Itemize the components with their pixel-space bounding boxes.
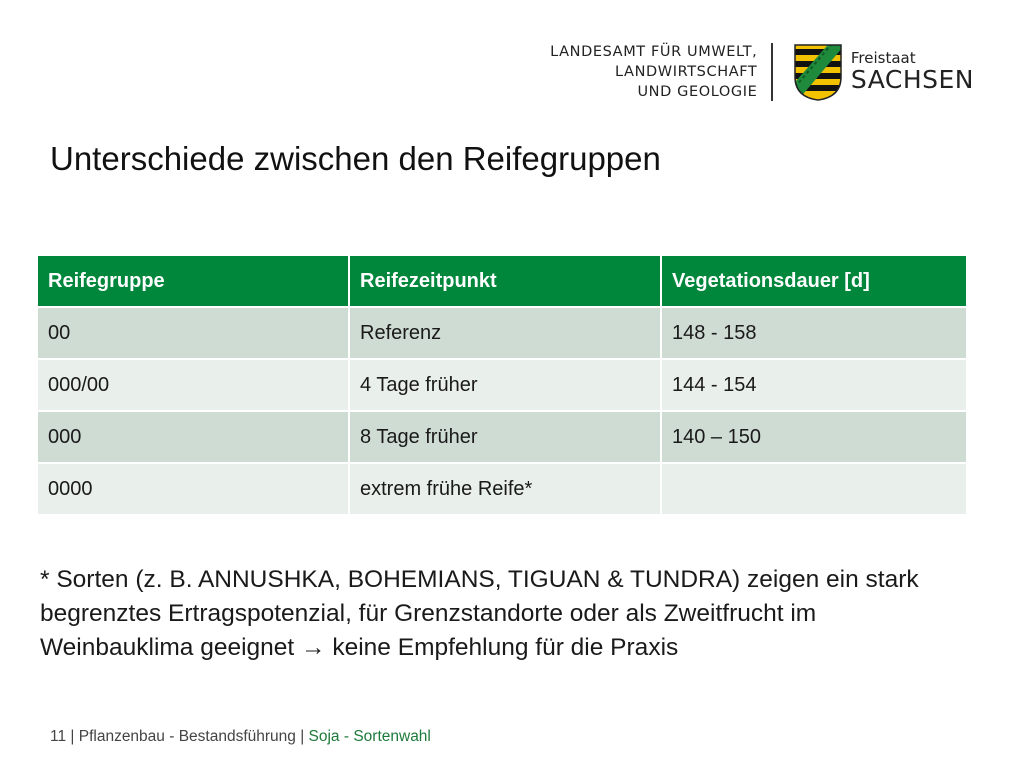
table-cell: 144 - 154	[662, 360, 966, 410]
footer-separator: |	[66, 728, 79, 745]
footnote-text: * Sorten (z. B. ANNUSHKA, BOHEMIANS, TIGUAN & TUNDRA) zeigen ein stark begrenztes Ertragspotenzial, für Grenzstandorte oder als Zweitfrucht im Weinbauklima geeignet → keine Empfehlung für die Praxis	[40, 566, 919, 661]
maturity-group-table	[36, 254, 968, 516]
table-cell: extrem frühe Reife*	[350, 464, 660, 514]
agency-name	[550, 42, 771, 102]
column-header-reifegruppe: Reifegruppe	[38, 256, 348, 306]
slide-footer	[50, 728, 431, 746]
agency-line-3: UND GEOLOGIE	[637, 84, 758, 100]
agency-line-1: LANDESAMT FÜR UMWELT,	[550, 44, 758, 60]
table-cell: 4 Tage früher	[350, 360, 660, 410]
column-header-vegetationsdauer: Vegetationsdauer [d]	[662, 256, 966, 306]
footer-separator: |	[295, 728, 309, 745]
brand-sachsen: SACHSEN	[850, 65, 974, 94]
page-title: Unterschiede zwischen den Reifegruppen	[50, 140, 661, 177]
table-cell: Referenz	[350, 308, 660, 358]
page-number: 11	[50, 728, 67, 745]
brand	[851, 50, 974, 94]
table-cell: 000/00	[38, 360, 348, 410]
table-header-row	[38, 256, 966, 306]
table-cell: 140 – 150	[662, 412, 966, 462]
table-row	[38, 412, 966, 462]
table-cell: 0000	[38, 464, 348, 514]
table-cell	[662, 464, 966, 514]
column-header-reifezeitpunkt: Reifezeitpunkt	[350, 256, 660, 306]
footer-topic: Soja - Sortenwahl	[308, 728, 431, 745]
footer-section: Pflanzenbau - Bestandsführung	[78, 728, 296, 745]
table-row	[38, 464, 966, 514]
saxony-coat-of-arms-icon	[793, 43, 843, 101]
agency-line-2: LANDWIRTSCHAFT	[615, 64, 758, 80]
table-cell: 000	[38, 412, 348, 462]
table-cell: 148 - 158	[662, 308, 966, 358]
table-cell: 00	[38, 308, 348, 358]
brand-freistaat: Freistaat	[850, 49, 916, 67]
table-row	[38, 360, 966, 410]
table-row	[38, 308, 966, 358]
table-cell: 8 Tage früher	[350, 412, 660, 462]
header	[550, 40, 974, 104]
header-divider	[771, 43, 773, 101]
